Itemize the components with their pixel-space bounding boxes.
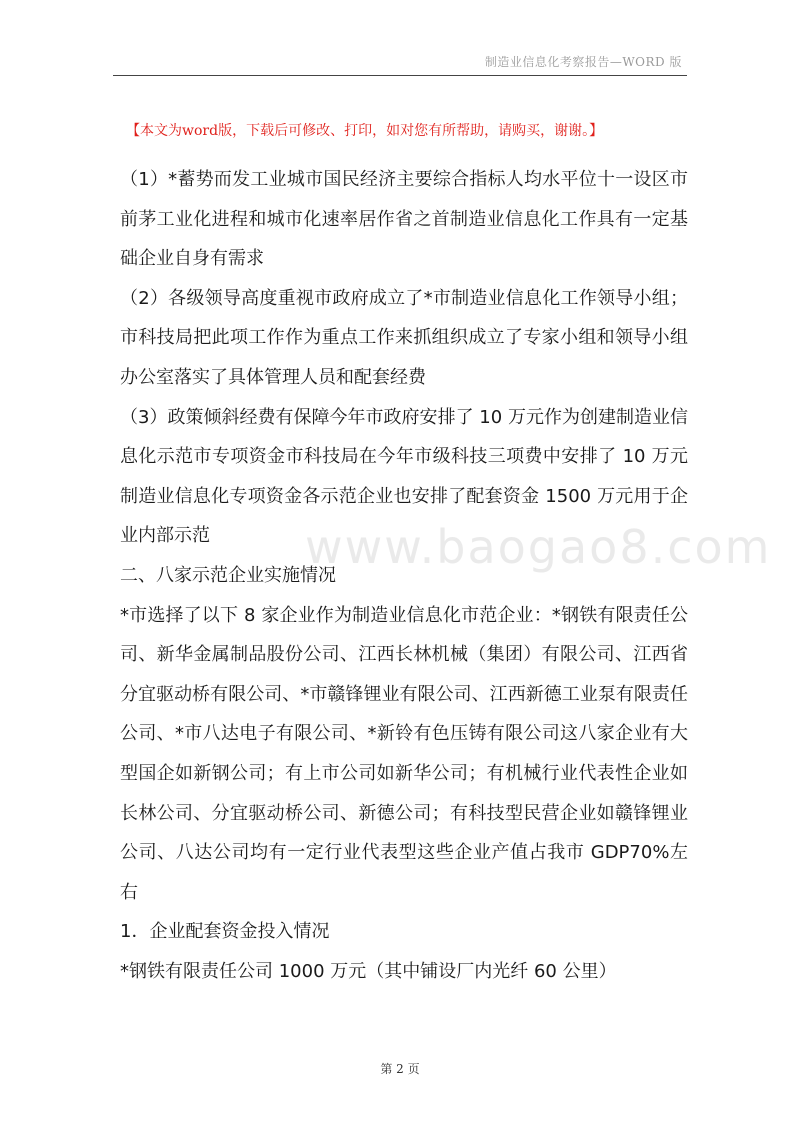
paragraph-2: （2）各级领导高度重视市政府成立了*市制造业信息化工作领导小组；市科技局把此项工作作为重点工作来抓组织成立了专家小组和领导小组办公室落实了具体管理人员和配套经费 — [120, 287, 688, 388]
paragraph-enterprises: *市选择了以下 8 家企业作为制造业信息化市范企业：*钢铁有限责任公司、新华金属制品股份公司、江西长林机械（集团）有限公司、江西省分宜驱动桥有限公司、*市赣锋锂业有限公司、江西新德工业泵有限责任公司、*市八达电子有限公司、*新铃有色压铸有限公司这八家企业有大型国企如新钢公司；有上市公司如新华公司；有机械行业代表性企业如长林公司、分宜驱动桥公司、新德公司；有科技型民营企业如赣锋锂业公司、八达公司均有一定行业代表型这些企业产值占我市 GDP70%左右 — [120, 604, 688, 903]
purchase-notice: 【本文为word版，下载后可修改、打印，如对您有所帮助，请购买，谢谢。】 — [126, 123, 604, 139]
paragraph-investment: *钢铁有限责任公司 1000 万元（其中铺设厂内光纤 60 公里） — [120, 960, 617, 982]
header-divider — [113, 75, 687, 76]
subsection-heading: 1．企业配套资金投入情况 — [120, 921, 330, 943]
watermark: www.baogao8.com — [305, 520, 772, 574]
section-heading: 二、八家示范企业实施情况 — [120, 564, 336, 586]
paragraph-1: （1）*蓄势而发工业城市国民经济主要综合指标人均水平位十一设区市前茅工业化进程和城市化速率居作省之首制造业信息化工作具有一定基础企业自身有需求 — [120, 169, 688, 270]
paragraph-3: （3）政策倾斜经费有保障今年市政府安排了 10 万元作为创建制造业信息化示范市专项资金市科技局在今年市级科技三项费中安排了 10 万元制造业信息化专项资金各示范企业也安排了配套资金 1500 万元用于企业内部示范 — [120, 406, 688, 547]
document-body — [120, 160, 688, 991]
page-number: 第 2 页 — [380, 1062, 420, 1076]
page-header-title: 制造业信息化考察报告—WORD 版 — [484, 55, 682, 69]
